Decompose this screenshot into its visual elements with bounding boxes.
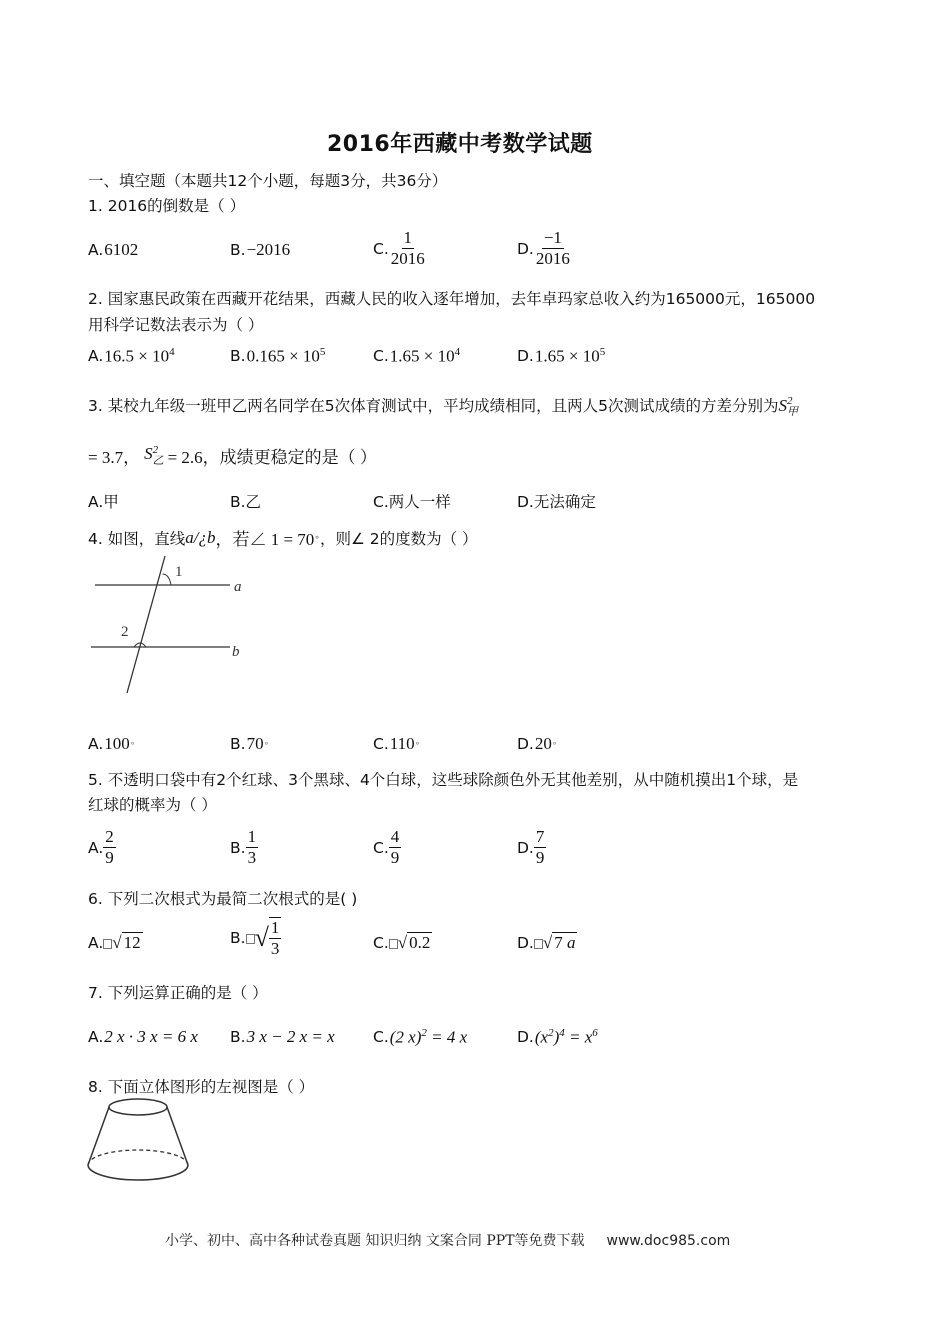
degree-symbol: ∘	[129, 739, 136, 749]
q4-option-d	[517, 734, 558, 754]
stem-text: ，则∠ 2的度数为（ ）	[319, 529, 478, 548]
option-letter: B.	[230, 735, 246, 753]
numerator: 1	[270, 918, 280, 937]
option-letter: C.	[373, 933, 389, 952]
exponent: 4	[169, 346, 175, 358]
radical-sign-icon: √	[112, 932, 122, 952]
page-title: 2016年西藏中考数学试题	[327, 132, 593, 157]
radical-sign-icon: √	[254, 923, 269, 952]
question-3-stem-line1	[88, 394, 798, 418]
placeholder-box-icon	[246, 934, 255, 944]
option-expression: 2 x · 3 x = 6 x	[104, 1027, 198, 1046]
base: 16.5 × 10	[104, 346, 170, 366]
option-letter: A.	[88, 347, 104, 366]
q5-option-c	[373, 827, 401, 868]
exponent: 5	[599, 346, 606, 358]
q4-option-c	[373, 734, 420, 754]
stem-text: 3. 某校九年级一班甲乙两名同学在5次体育测试中，平均成绩相同，且两人5次测试成绩的方差分别为	[88, 397, 779, 415]
expr-part: (x	[534, 1027, 549, 1047]
option-expression	[390, 1027, 467, 1048]
q5-option-d	[517, 827, 546, 868]
fraction	[534, 827, 547, 868]
expr-part: = x	[564, 1027, 593, 1047]
question-7-stem: 7. 下列运算正确的是（ ）	[88, 984, 268, 1002]
q5-option-a	[88, 827, 116, 868]
label-1: 1	[175, 564, 183, 580]
parallel-expr: a/¿b	[185, 527, 216, 547]
option-value: 20	[534, 734, 552, 753]
value-jia: = 3.7，	[88, 448, 141, 467]
option-letter: D.	[517, 933, 534, 952]
option-expression: 3 x − 2 x = x	[246, 1027, 335, 1046]
option-value	[535, 346, 605, 367]
denominator: 3	[247, 848, 257, 867]
option-value: 70	[246, 734, 264, 753]
numerator: 1	[403, 228, 412, 247]
denominator: 9	[390, 848, 400, 867]
denominator: 9	[105, 848, 114, 867]
exponent: 4	[454, 346, 461, 358]
q6-option-c	[373, 932, 432, 953]
radical-sign-icon: √	[397, 932, 408, 952]
option-value	[390, 346, 460, 367]
q2-option-d	[517, 346, 605, 367]
exponent: 6	[592, 1027, 598, 1039]
s-letter: S	[778, 396, 787, 415]
q5-option-b	[230, 827, 258, 868]
degree-symbol: ∘	[414, 739, 421, 749]
question-5-stem-line1: 5. 不透明口袋中有2个红球、3个黑球、4个白球，这些球除颜色外无其他差别，从中随机摸出1个球，是	[88, 771, 799, 789]
page-footer	[165, 1230, 730, 1250]
question-2-stem-line2: 用科学记数法表示为（ ）	[88, 316, 264, 334]
question-3-stem-line2	[88, 443, 377, 468]
q3-option-b: B.乙	[230, 493, 262, 511]
s-letter: S	[144, 444, 153, 464]
option-letter: D.	[517, 239, 534, 258]
q2-option-b	[230, 346, 325, 367]
numerator: 4	[390, 827, 400, 846]
q2-option-a	[88, 346, 175, 367]
option-expression	[535, 1027, 598, 1048]
subscript: 甲	[786, 406, 798, 419]
exponent: 2	[548, 1027, 554, 1039]
q4-option-a	[88, 734, 135, 754]
q6-option-b	[230, 917, 281, 959]
option-letter: B.	[230, 1028, 246, 1046]
exponent: 4	[559, 1027, 565, 1039]
expr-part: = 4 x	[426, 1027, 468, 1047]
q3-option-c: C.两人一样	[373, 493, 451, 511]
section-heading: 一、填空题（本题共12个小题，每题3分，共36分）	[88, 172, 448, 190]
label-2: 2	[121, 624, 129, 640]
option-letter: C.	[373, 239, 389, 258]
denominator: 3	[270, 939, 280, 958]
degree-symbol: ∘	[314, 532, 320, 543]
option-letter: A.	[88, 838, 104, 857]
exponent: 2	[421, 1027, 427, 1039]
option-value: 6102	[104, 240, 139, 259]
option-letter: A.	[88, 735, 104, 753]
base: 1.65 × 10	[389, 346, 455, 366]
angle-expr: ，若∠ 1 = 70	[215, 530, 315, 549]
q1-option-a	[88, 240, 138, 260]
option-letter: A.	[88, 241, 104, 259]
option-value	[247, 346, 326, 367]
fraction	[103, 827, 116, 868]
numerator: −1	[543, 228, 562, 247]
denominator: 2016	[535, 249, 570, 268]
option-letter: C.	[373, 347, 389, 366]
superscript: 2	[152, 443, 159, 456]
angle-1-arc	[163, 574, 172, 585]
option-letter: B.	[230, 838, 246, 857]
bottom-hidden-arc	[88, 1150, 188, 1165]
numerator: 1	[247, 827, 257, 846]
question-5-stem-line2: 红球的概率为（ ）	[88, 796, 217, 814]
exponent: 5	[319, 346, 326, 358]
fraction	[389, 228, 427, 269]
fraction	[269, 917, 282, 959]
q1-option-b	[230, 240, 290, 260]
numerator: 2	[105, 827, 114, 846]
top-ellipse	[109, 1099, 167, 1115]
variance-symbol	[778, 395, 798, 419]
value-yi: = 2.6，成绩更稳定的是（ ）	[167, 448, 377, 467]
placeholder-box-icon	[103, 939, 112, 949]
option-value: 110	[389, 734, 415, 753]
denominator: 9	[535, 848, 545, 867]
option-letter: D.	[517, 347, 534, 366]
footer-text: 小学、初中、高中各种试卷真题 知识归纳 文案合同 PPT等免费下载	[165, 1233, 585, 1249]
q7-option-a	[88, 1027, 198, 1047]
denominator: 2016	[390, 249, 425, 268]
option-letter: C.	[373, 838, 389, 857]
q1-option-c	[373, 228, 427, 269]
variance-symbol	[144, 444, 164, 466]
q1-option-d	[517, 228, 572, 269]
fraction	[534, 228, 572, 269]
radical-sign-icon: √	[542, 932, 553, 952]
option-letter: A.	[88, 933, 104, 952]
expr-part: )	[553, 1027, 560, 1047]
option-value: −2016	[246, 240, 291, 259]
option-letter: D.	[517, 1028, 534, 1047]
option-letter: D.	[517, 735, 534, 753]
option-letter: B.	[230, 347, 246, 366]
parallel-lines-figure	[85, 553, 255, 698]
q3-option-d: D.无法确定	[517, 493, 596, 511]
option-letter: A.	[88, 1028, 104, 1046]
bottom-front-arc	[88, 1165, 188, 1180]
label-b: b	[232, 644, 240, 660]
q7-option-b	[230, 1027, 335, 1047]
q3-option-a: A.甲	[88, 493, 119, 511]
q4-option-b	[230, 734, 269, 754]
expr-part: (2 x)	[389, 1027, 422, 1047]
superscript: 2	[786, 395, 793, 408]
degree-symbol: ∘	[263, 739, 270, 749]
option-value: 100	[104, 734, 130, 753]
option-letter: D.	[517, 838, 534, 857]
question-4-stem	[88, 525, 478, 550]
stem-text: 4. 如图，直线	[88, 529, 186, 548]
numerator: 7	[535, 827, 545, 846]
q7-option-d	[517, 1027, 598, 1048]
question-1-stem: 1. 2016的倒数是（ ）	[88, 197, 246, 215]
base: 1.65 × 10	[534, 346, 600, 366]
degree-symbol: ∘	[551, 739, 558, 749]
base: 0.165 × 10	[246, 346, 320, 366]
radicand	[552, 932, 577, 953]
question-2-stem-line1: 2. 国家惠民政策在西藏开花结果，西藏人民的收入逐年增加，去年卓玛家总收入约为165000元，165000	[88, 290, 816, 308]
q2-option-c	[373, 346, 460, 367]
q6-option-a	[88, 932, 143, 953]
option-letter: C.	[373, 735, 389, 753]
placeholder-box-icon	[534, 939, 543, 949]
q7-option-c	[373, 1027, 467, 1048]
fraction	[389, 827, 402, 868]
radicand: 0.2	[409, 933, 431, 952]
q6-option-d	[517, 932, 577, 953]
radicand-number: 7	[554, 933, 563, 952]
option-letter: C.	[373, 1028, 389, 1047]
subscript: 乙	[152, 454, 164, 467]
radicand-variable: a	[566, 933, 576, 952]
transversal-line	[127, 556, 165, 693]
option-letter: B.	[230, 241, 246, 259]
frustum-figure	[84, 1094, 194, 1186]
label-a: a	[234, 579, 242, 595]
placeholder-box-icon	[389, 939, 398, 949]
question-8-stem: 8. 下面立体图形的左视图是（ ）	[88, 1078, 315, 1096]
footer-url[interactable]: www.doc985.com	[606, 1233, 731, 1249]
fraction	[246, 827, 259, 868]
radicand: 12	[123, 933, 141, 952]
option-letter: B.	[230, 929, 246, 947]
option-value	[104, 346, 174, 367]
question-6-stem: 6. 下列二次根式为最简二次根式的是( )	[88, 890, 358, 908]
